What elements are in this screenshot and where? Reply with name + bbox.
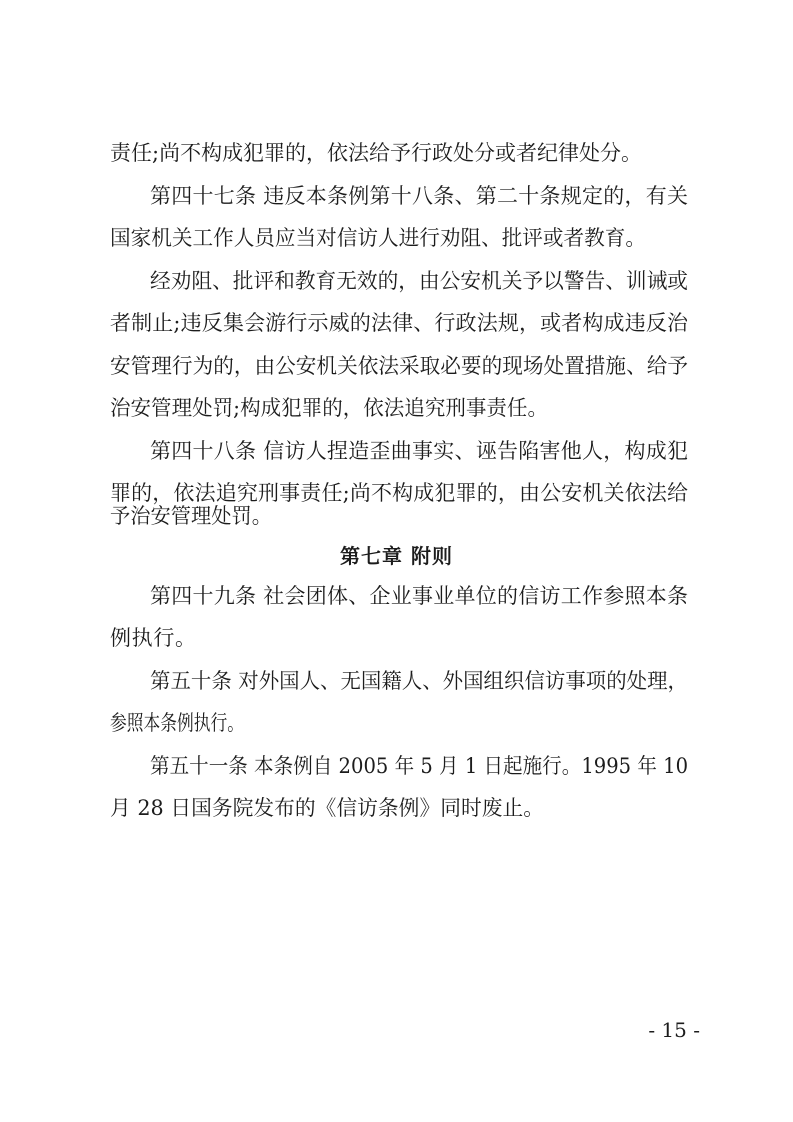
text-line-6 — [0, 348, 793, 384]
line-text: 安管理行为的，由公安机关依法采取必要的现场处置措施、给予 — [110, 354, 689, 378]
text-line-16 — [0, 790, 793, 826]
text-line-2 — [0, 178, 793, 214]
line-text: 罪的，依法追究刑事责任;尚不构成犯罪的，由公安机关依法给 — [110, 481, 688, 505]
text-line-8 — [0, 433, 793, 469]
article-50: 第五十条 对外国人、无国籍人、外国组织信访事项的处理， — [150, 669, 688, 693]
text-line-5 — [0, 305, 793, 341]
chapter-heading: 第七章 附则 — [340, 544, 453, 568]
line-text: 月 28 日国务院发布的《信访条例》同时废止。 — [110, 796, 544, 820]
line-text: 责任;尚不构成犯罪的，依法给予行政处分或者纪律处分。 — [110, 141, 643, 165]
text-line-11 — [0, 578, 793, 614]
text-line-15 — [0, 748, 793, 784]
text-line-7 — [0, 390, 793, 426]
line-text: 国家机关工作人员应当对信访人进行劝阻、批评或者教育。 — [110, 226, 647, 250]
line-text: 予治安管理处罚。 — [110, 504, 273, 528]
text-line-14 — [0, 705, 793, 741]
article-48: 第四十八条 信访人捏造歪曲事实、诬告陷害他人，构成犯 — [150, 439, 688, 463]
article-49: 第四十九条 社会团体、企业事业单位的信访工作参照本条 — [150, 584, 688, 608]
text-line-10 — [0, 498, 793, 534]
article-51: 第五十一条 本条例自 2005 年 5 月 1 日起施行。1995 年 10 — [150, 754, 689, 778]
line-text: 治安管理处罚;构成犯罪的，依法追究刑事责任。 — [110, 396, 548, 420]
text-line-12 — [0, 620, 793, 656]
line-text: 者制止;违反集会游行示威的法律、行政法规，或者构成违反治 — [110, 311, 688, 335]
line-text: 例执行。 — [110, 626, 196, 650]
text-line-13 — [0, 663, 793, 699]
line-text: 经劝阻、批评和教育无效的，由公安机关予以警告、训诫或 — [150, 269, 688, 293]
line-text: 参照本条例执行。 — [110, 711, 244, 735]
page-number: - 15 - — [648, 1018, 700, 1042]
text-line-3 — [0, 220, 793, 256]
text-line-1 — [0, 135, 793, 171]
text-line-4 — [0, 263, 793, 299]
article-47: 第四十七条 违反本条例第十八条、第二十条规定的，有关 — [150, 184, 688, 208]
